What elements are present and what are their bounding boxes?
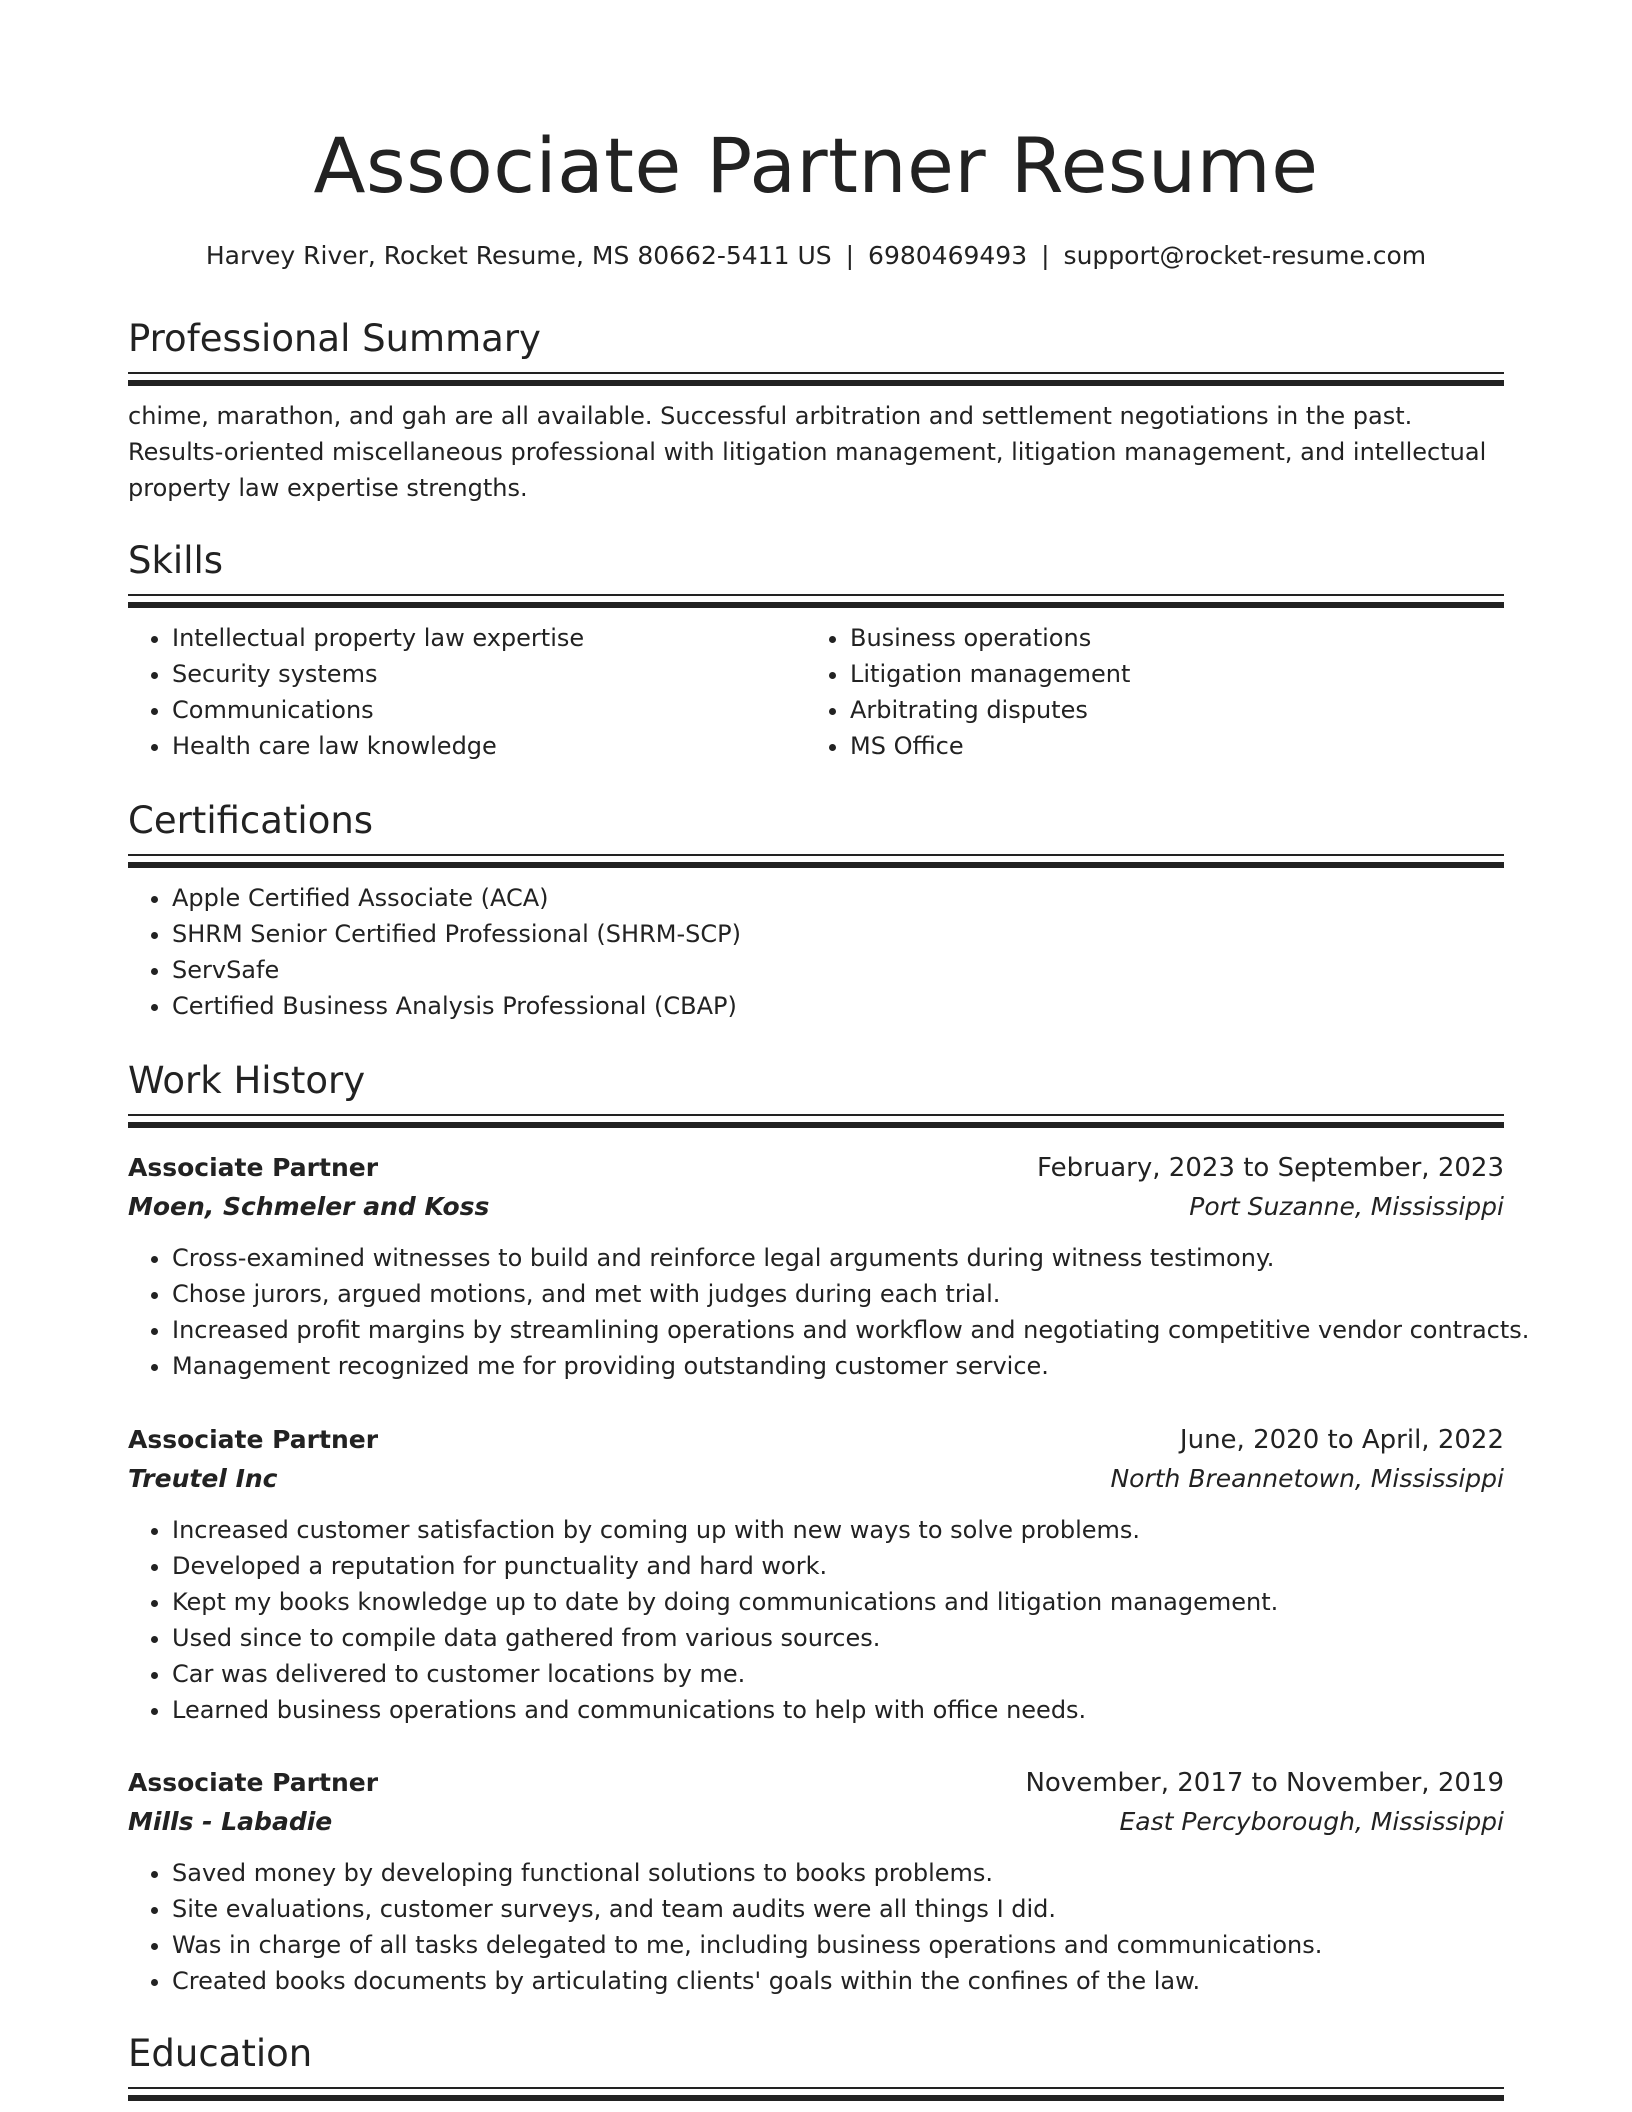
section-heading: Work History — [128, 1059, 366, 1102]
list-item: • Business operations — [850, 620, 1484, 656]
list-item: • Created books documents by articulating clients' goals within the confines of the law. — [172, 1963, 1504, 1999]
job-bullets — [128, 1855, 1504, 1999]
list-item: • Used since to compile data gathered from various sources. — [172, 1620, 1504, 1656]
section-divider — [128, 854, 1504, 868]
section-divider — [128, 372, 1504, 386]
job-location: East Percyborough, Mississippi — [1119, 1807, 1504, 1836]
contact-line — [128, 238, 1504, 274]
list-item: • Chose jurors, argued motions, and met with judges during each trial. — [172, 1276, 1504, 1312]
contact-phone: 6980469493 — [868, 241, 1028, 270]
list-item: • Arbitrating disputes — [850, 692, 1484, 728]
section-heading: Skills — [128, 539, 224, 582]
list-item: • MS Office — [850, 728, 1484, 764]
certifications-list — [128, 880, 1504, 1024]
section-certifications — [128, 796, 1504, 1024]
job-company-row — [128, 1188, 1504, 1226]
job-header-row — [128, 1148, 1504, 1188]
job-header-row — [128, 1420, 1504, 1460]
section-skills — [128, 536, 1504, 764]
list-item: • Developed a reputation for punctuality and hard work. — [172, 1548, 1504, 1584]
section-education — [128, 2029, 1504, 2101]
list-item: • Cross-examined witnesses to build and reinforce legal arguments during witness testimony. — [172, 1240, 1504, 1276]
list-item: • Was in charge of all tasks delegated to me, including business operations and communications. — [172, 1927, 1504, 1963]
list-item: • Increased profit margins by streamlining operations and workflow and negotiating competitive vendor contracts. — [172, 1312, 1504, 1348]
list-item: • ServSafe — [172, 952, 1504, 988]
list-item: • Increased customer satisfaction by coming up with new ways to solve problems. — [172, 1512, 1504, 1548]
job-company: Treutel Inc — [128, 1464, 278, 1493]
summary-text: chime, marathon, and gah are all available. Successful arbitration and settlement negotiations in the past. Results-oriented miscellaneous professional with litigation management, litigation management, and intellectual property law expertise strengths. — [128, 402, 1487, 502]
job-title: Associate Partner — [128, 1768, 379, 1797]
list-item: • Litigation management — [850, 656, 1484, 692]
list-item: • Kept my books knowledge up to date by doing communications and litigation management. — [172, 1584, 1504, 1620]
job-bullets — [128, 1512, 1504, 1728]
contact-address: Harvey River, Rocket Resume, MS 80662-5411 US — [205, 241, 832, 270]
list-item: • Apple Certified Associate (ACA) — [172, 880, 1504, 916]
contact-email: support@rocket-resume.com — [1063, 241, 1427, 270]
section-heading: Education — [128, 2032, 313, 2075]
job-title: Associate Partner — [128, 1425, 379, 1454]
skills-list-right — [806, 620, 1484, 764]
job-company: Moen, Schmeler and Koss — [128, 1192, 490, 1221]
job-entry — [128, 1148, 1530, 1384]
list-item: • Car was delivered to customer locations by me. — [172, 1656, 1504, 1692]
job-company: Mills - Labadie — [128, 1807, 333, 1836]
section-divider — [128, 2087, 1504, 2101]
job-entry — [128, 1420, 1504, 1728]
job-company-row — [128, 1803, 1504, 1841]
job-company-row — [128, 1460, 1504, 1498]
list-item: • Certified Business Analysis Professional (CBAP) — [172, 988, 1504, 1024]
section-work-history — [128, 1056, 1504, 1128]
job-title: Associate Partner — [128, 1153, 379, 1182]
list-item: • Management recognized me for providing outstanding customer service. — [172, 1348, 1504, 1384]
job-location: North Breannetown, Mississippi — [1110, 1464, 1504, 1493]
job-entry — [128, 1763, 1504, 1999]
skills-columns — [128, 620, 1504, 764]
skills-list-left — [128, 620, 806, 764]
job-header-row — [128, 1763, 1504, 1803]
list-item: • Site evaluations, customer surveys, and team audits were all things I did. — [172, 1891, 1504, 1927]
list-item: • Intellectual property law expertise — [172, 620, 806, 656]
contact-separator: | — [1041, 241, 1050, 270]
contact-separator: | — [845, 241, 855, 270]
section-heading: Certifications — [128, 799, 374, 842]
job-bullets — [128, 1240, 1530, 1384]
list-item: • Health care law knowledge — [172, 728, 806, 764]
list-item: • Communications — [172, 692, 806, 728]
job-dates: November, 2017 to November, 2019 — [1025, 1768, 1504, 1798]
list-item: • Learned business operations and communications to help with office needs. — [172, 1692, 1504, 1728]
resume-title: Associate Partner Resume — [313, 121, 1319, 210]
section-divider — [128, 594, 1504, 608]
job-location: Port Suzanne, Mississippi — [1189, 1192, 1504, 1221]
section-heading: Professional Summary — [128, 317, 541, 360]
section-professional-summary — [128, 314, 1504, 506]
job-dates: June, 2020 to April, 2022 — [1179, 1425, 1504, 1455]
job-dates: February, 2023 to September, 2023 — [1037, 1153, 1504, 1183]
section-divider — [128, 1114, 1504, 1128]
list-item: • SHRM Senior Certified Professional (SHRM-SCP) — [172, 916, 1504, 952]
list-item: • Saved money by developing functional solutions to books problems. — [172, 1855, 1504, 1891]
list-item: • Security systems — [172, 656, 806, 692]
